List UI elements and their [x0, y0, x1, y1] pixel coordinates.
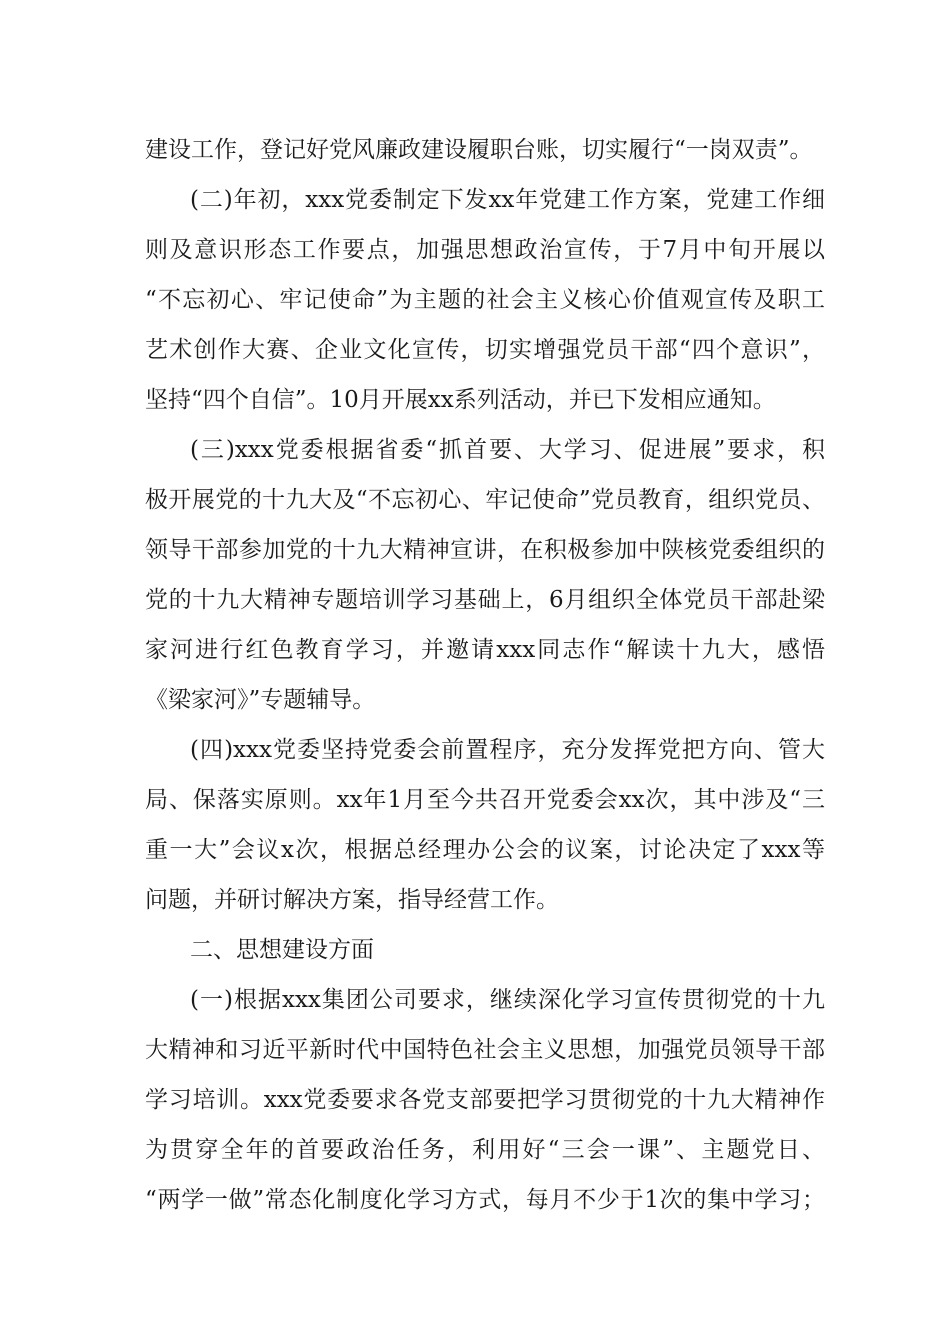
line-text: 家河进行红色教育学习，并邀请xxx同志作“解读十九大，感悟 [145, 637, 825, 663]
line-text: 艺术创作大赛、企业文化宣传，切实增强党员干部“四个意识”， [145, 337, 825, 363]
text-line [0, 382, 950, 418]
line-text: 学习培训。xxx党委要求各党支部要把学习贯彻党的十九大精神作 [145, 1087, 825, 1113]
text-line [0, 1082, 950, 1118]
text-line [0, 482, 950, 518]
line-text: “两学一做”常态化制度化学习方式，每月不少于1次的集中学习； [145, 1187, 825, 1213]
text-line [0, 232, 950, 268]
line-text: 重一大”会议x次，根据总经理办公会的议案，讨论决定了xxx等 [145, 837, 825, 863]
line-text: 党的十九大精神专题培训学习基础上，6月组织全体党员干部赴梁 [145, 587, 825, 613]
text-line [0, 282, 950, 318]
text-line [0, 582, 950, 618]
text-line [0, 1132, 950, 1168]
text-line [0, 1182, 950, 1218]
text-line [0, 832, 950, 868]
text-line [0, 982, 950, 1018]
text-line [0, 182, 950, 218]
text-line [0, 132, 950, 168]
line-text: (四)xxx党委坚持党委会前置程序，充分发挥党把方向、管大 [190, 737, 825, 763]
text-line [0, 732, 950, 768]
section-heading [0, 932, 950, 968]
text-line [0, 1032, 950, 1068]
line-text: 《梁家河》”专题辅导。 [145, 687, 376, 713]
section-heading-text: 二、思想建设方面 [190, 937, 374, 963]
line-text: 坚持“四个自信”。10月开展xx系列活动，并已下发相应通知。 [145, 387, 776, 413]
line-text: 领导干部参加党的十九大精神宣讲，在积极参加中陕核党委组织的 [145, 537, 825, 563]
line-text: 问题，并研讨解决方案，指导经营工作。 [145, 887, 559, 913]
text-line [0, 882, 950, 918]
text-line [0, 332, 950, 368]
text-line [0, 632, 950, 668]
line-text: 极开展党的十九大及“不忘初心、牢记使命”党员教育，组织党员、 [145, 487, 825, 513]
line-text: (二)年初，xxx党委制定下发xx年党建工作方案，党建工作细 [190, 187, 825, 213]
text-line [0, 782, 950, 818]
line-text: 为贯穿全年的首要政治任务，利用好“三会一课”、主题党日、 [145, 1137, 825, 1163]
text-line [0, 682, 950, 718]
line-text: 大精神和习近平新时代中国特色社会主义思想，加强党员领导干部 [145, 1037, 825, 1063]
line-text: (三)xxx党委根据省委“抓首要、大学习、促进展”要求，积 [190, 437, 825, 463]
line-text: 局、保落实原则。xx年1月至今共召开党委会xx次，其中涉及“三 [145, 787, 825, 813]
text-line [0, 532, 950, 568]
line-text: (一)根据xxx集团公司要求，继续深化学习宣传贯彻党的十九 [190, 987, 825, 1013]
line-text: 则及意识形态工作要点，加强思想政治宣传，于7月中旬开展以 [145, 237, 825, 263]
text-line [0, 432, 950, 468]
line-text: “不忘初心、牢记使命”为主题的社会主义核心价值观宣传及职工 [145, 287, 825, 313]
line-text: 建设工作，登记好党风廉政建设履职台账，切实履行“一岗双责”。 [145, 137, 813, 163]
